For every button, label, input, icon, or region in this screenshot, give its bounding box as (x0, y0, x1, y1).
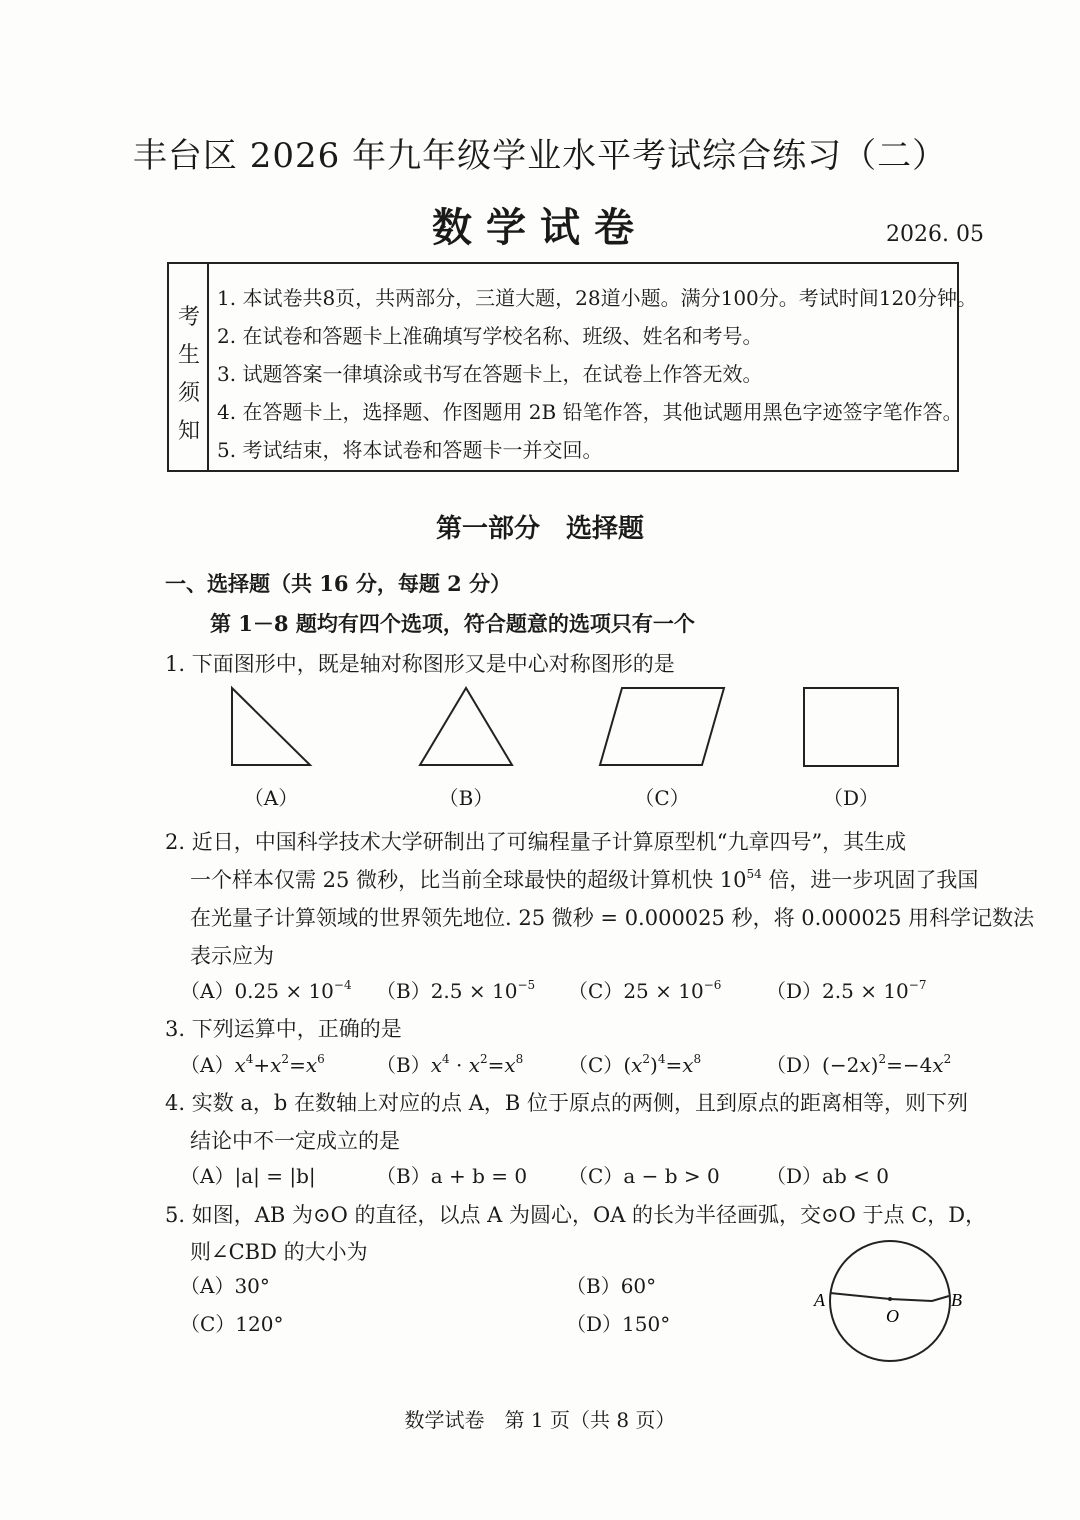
question-2-line: 2. 近日，中国科学技术大学研制出了可编程量子计算原型机“九章四号”，其生成 (165, 830, 907, 854)
exam-title: 丰台区 2026 年九年级学业水平考试综合练习（二） (132, 136, 948, 176)
q5-option-d: （D）150° (566, 1312, 671, 1336)
center-point (888, 1297, 892, 1301)
question-2-line: 表示应为 (190, 944, 274, 968)
figure-b-isosceles-triangle (420, 688, 512, 765)
q1-label-b: （B） (438, 786, 494, 810)
notice-side-char: 考 (177, 305, 200, 330)
question-5-line: 5. 如图，AB 为⊙O 的直径，以点 A 为圆心，OA 的长为半径画弧，交⊙O 于点 C，D， (165, 1203, 987, 1227)
q2-option-c: $(C)25 \times 10^{-6}$ (568, 978, 722, 1003)
notice-side-char: 知 (177, 419, 200, 444)
section-title: 第一部分 选择题 (435, 514, 644, 544)
notice-item: 1. 本试卷共8页，共两部分，三道大题，28道小题。满分100分。考试时间120分钟。 (217, 286, 977, 310)
question-5-line: 则∠CBD 的大小为 (190, 1240, 368, 1264)
q3-option-c: $(C)(x^2)^4=x^8$ (568, 1052, 702, 1077)
notice-item: 3. 试题答案一律填涂或书写在答题卡上，在试卷上作答无效。 (217, 362, 763, 386)
q4-option-c: （C）a − b > 0 (568, 1164, 720, 1188)
section-note: 第 1－8 题均有四个选项，符合题意的选项只有一个 (210, 611, 695, 636)
exam-date: 2026. 05 (886, 222, 984, 247)
question-4-line: 结论中不一定成立的是 (190, 1129, 400, 1153)
label-b: B (951, 1290, 962, 1310)
figure-d-square (804, 688, 898, 766)
q1-label-c: （C） (634, 786, 690, 810)
notice-item: 5. 考试结束，将本试卷和答题卡一并交回。 (217, 438, 603, 462)
section-heading: 一、选择题（共 16 分，每题 2 分） (165, 571, 512, 596)
q3-option-b: $(B)x^4 \cdot x^2=x^8$ (376, 1052, 524, 1077)
q3-option-a: $(A)x^4+x^2=x^6$ (180, 1052, 325, 1077)
q2-option-a: $(A)0.25 \times 10^{-4}$ (180, 978, 352, 1003)
exponent: 54 (746, 867, 762, 881)
question-1-text: 1. 下面图形中，既是轴对称图形又是中心对称图形的是 (165, 652, 675, 676)
q1-label-d: （D） (822, 786, 880, 810)
label-a: A (814, 1290, 825, 1310)
q4-option-d: （D）ab < 0 (766, 1164, 889, 1188)
question-3-text: 3. 下列运算中，正确的是 (165, 1017, 402, 1041)
q4-option-a: （A）|a| = |b| (180, 1164, 316, 1188)
q3-option-d: $(D)(-2x)^2=-4x^2$ (766, 1052, 952, 1077)
question-2-line: 一个样本仅需 25 微秒，比当前全球最快的超级计算机快 $10^{54}$ 倍，进一步巩固了我国 (190, 867, 979, 892)
q4-option-b: （B）a + b = 0 (376, 1164, 528, 1188)
label-o: O (886, 1306, 899, 1326)
page-footer: 数学试卷 第 1 页（共 8 页） (404, 1408, 676, 1432)
notice-item: 4. 在答题卡上，选择题、作图题用 2B 铅笔作答，其他试题用黑色字迹签字笔作答。 (217, 400, 963, 424)
q5-option-c: （C）120° (180, 1312, 284, 1336)
q2-option-d: $(D)2.5 \times 10^{-7}$ (766, 978, 927, 1003)
q1-label-a: （A） (243, 786, 299, 810)
figure-a-right-triangle (232, 688, 310, 765)
notice-side-char: 生 (177, 343, 200, 368)
q5-circle-figure (800, 1222, 980, 1382)
q5-option-b: （B）60° (566, 1274, 657, 1298)
notice-side-char: 须 (177, 381, 200, 406)
figure-c-parallelogram (600, 688, 724, 765)
question-2-line: 在光量子计算领域的世界领先地位. 25 微秒 = 0.000025 秒，将 0.000025 用科学记数法 (190, 906, 1035, 930)
paper-subtitle: 数学试卷 (432, 204, 648, 251)
q5-option-a: （A）30° (180, 1274, 270, 1298)
question-4-line: 4. 实数 a，b 在数轴上对应的点 A，B 位于原点的两侧，且到原点的距离相等，则下列 (165, 1091, 968, 1115)
q2-option-b: $(B)2.5 \times 10^{-5}$ (376, 978, 536, 1003)
notice-item: 2. 在试卷和答题卡上准确填写学校名称、班级、姓名和考号。 (217, 324, 763, 348)
